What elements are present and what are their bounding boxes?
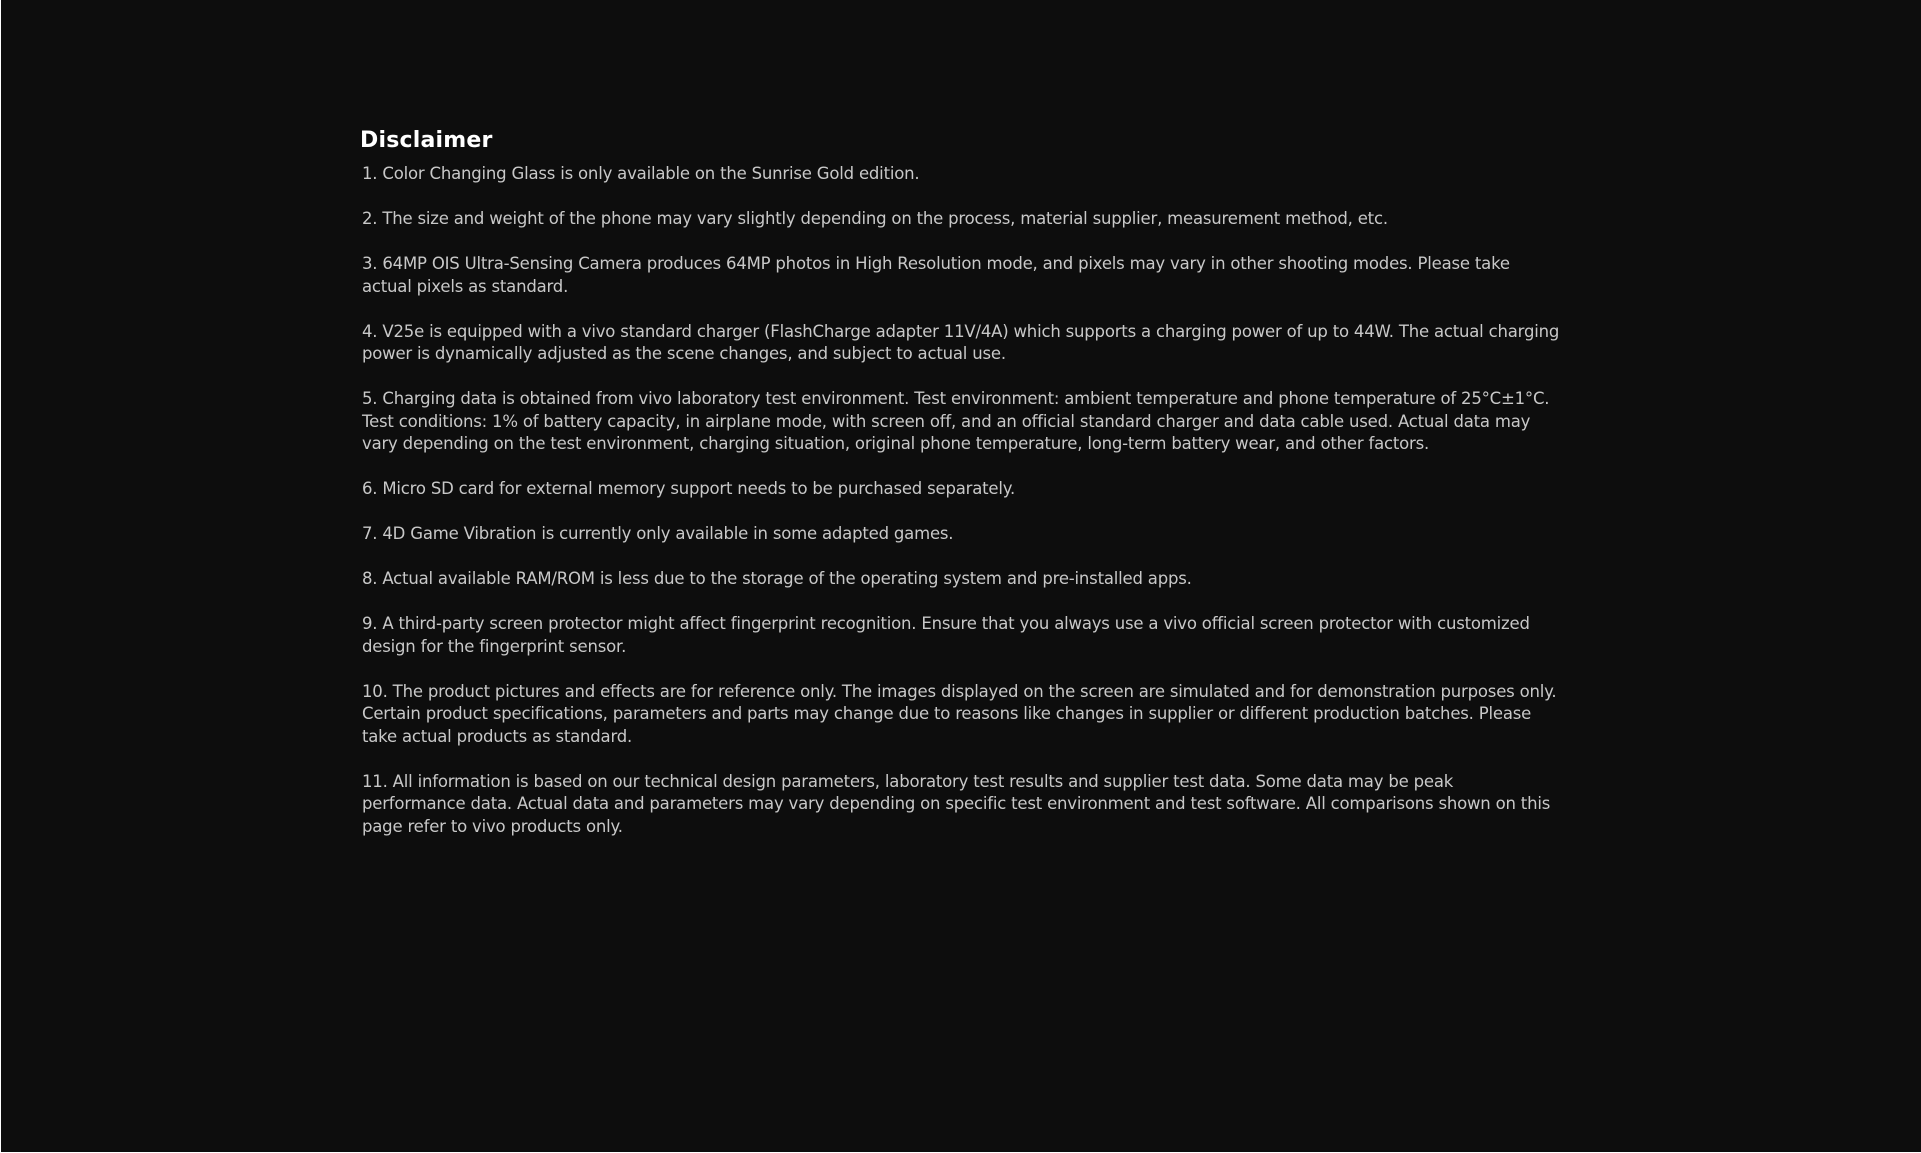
disclaimer-item-9: 9. A third-party screen protector might affect fingerprint recognition. Ensure that you always use a vivo official screen protector with customized design for the fingerprint sensor. xyxy=(362,614,1530,656)
disclaimer-item-4: 4. V25e is equipped with a vivo standard charger (FlashCharge adapter 11V/4A) which supports a charging power of up to 44W. The actual charging power is dynamically adjusted as the scene changes, and subject to actual use. xyxy=(362,321,1560,363)
disclaimer-item-2: 2. The size and weight of the phone may vary slightly depending on the process, material supplier, measurement method, etc. xyxy=(362,209,1388,228)
disclaimer-section xyxy=(360,126,1560,861)
disclaimer-item-7: 7. 4D Game Vibration is currently only available in some adapted games. xyxy=(362,524,954,543)
page-background xyxy=(1,0,1921,1152)
disclaimer-item-5: 5. Charging data is obtained from vivo laboratory test environment. Test environment: ambient temperature and phone temperature of 25°C±1°C. Test conditions: 1% of battery capacity, in airplane mode, with screen off, and an official standard charger and data cable used. Actual data may vary depending on the test environment, charging situation, original phone temperature, long-term battery wear, and other factors. xyxy=(362,389,1550,453)
disclaimer-title: Disclaimer xyxy=(360,128,493,153)
disclaimer-item-8: 8. Actual available RAM/ROM is less due to the storage of the operating system and pre-installed apps. xyxy=(362,569,1192,588)
disclaimer-item-10: 10. The product pictures and effects are for reference only. The images displayed on the screen are simulated and for demonstration purposes only. Certain product specifications, parameters and parts may change due to reasons like changes in supplier or different production batches. Please take actual products as standard. xyxy=(362,681,1557,746)
disclaimer-item-3: 3. 64MP OIS Ultra-Sensing Camera produces 64MP photos in High Resolution mode, and pixels may vary in other shooting modes. Please take actual pixels as standard. xyxy=(362,254,1510,296)
disclaimer-item-11: 11. All information is based on our technical design parameters, laboratory test results and supplier test data. Some data may be peak performance data. Actual data and parameters may vary depending on specific test environment and test software. All comparisons shown on this page refer to vivo products only. xyxy=(362,771,1551,836)
disclaimer-list xyxy=(360,163,1560,838)
disclaimer-item-6: 6. Micro SD card for external memory support needs to be purchased separately. xyxy=(362,479,1016,498)
disclaimer-item-1: 1. Color Changing Glass is only available on the Sunrise Gold edition. xyxy=(362,164,920,183)
